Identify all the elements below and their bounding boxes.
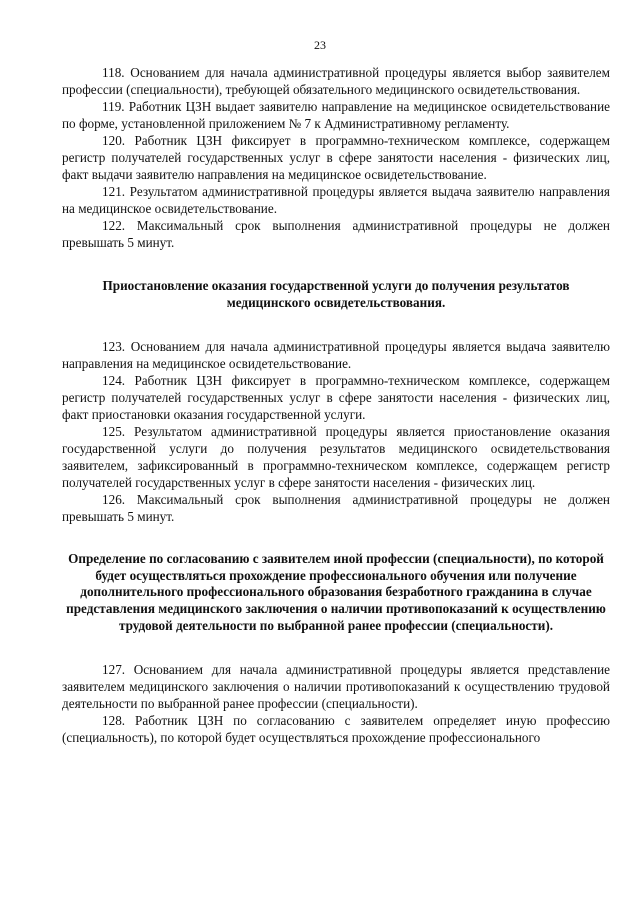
paragraph-123: 123. Основанием для начала административной процедуры является выдача заявителю направления на медицинское освидетельствование. [62,339,610,372]
paragraph-122: 122. Максимальный срок выполнения административной процедуры не должен превышать 5 минут. [62,218,610,250]
paragraph-126: 126. Максимальный срок выполнения административной процедуры не должен превышать 5 минут. [62,492,610,525]
paragraph-121: 121. Результатом административной процедуры является выдача заявителю направления на медицинское освидетельствование. [62,184,610,216]
paragraph-120: 120. Работник ЦЗН фиксирует в программно-техническом комплексе, содержащем регистр получателей государственных услуг в сфере занятости населения - физических лиц, факт выдачи заявителю направления на медицинское освидетельствование. [62,133,610,182]
page-number: 23 [314,38,326,52]
section-heading-suspension: Приостановление оказания государственной услуги до получения результатов медицинского освидетельствования. [102,278,570,310]
section-heading-other-profession: Определение по согласованию с заявителем иной профессии (специальности), по которой будет осуществляться прохождение профессионального обучения или получение дополнительного профессионального образования безработного гражданина в случае представления медицинского заключения о наличии противопоказаний к осуществлению трудовой деятельности по выбранной ранее профессии (специальности). [66,551,606,633]
paragraph-127: 127. Основанием для начала административной процедуры является представление заявителем медицинского заключения о наличии противопоказаний к осуществлению трудовой деятельности по выбранной ранее профессии (специальности). [62,662,610,712]
paragraph-124: 124. Работник ЦЗН фиксирует в программно-техническом комплексе, содержащем регистр получателей государственных услуг в сфере занятости населения - физических лиц, факт приостановки оказания государственной услуги. [62,373,610,423]
document-body [62,64,610,746]
paragraph-119: 119. Работник ЦЗН выдает заявителю направление на медицинское освидетельствование по форме, установленной приложением № 7 к Административному регламенту. [62,99,610,131]
paragraph-118: 118. Основанием для начала административной процедуры является выбор заявителем профессии (специальности), требующей обязательного медицинского освидетельствования. [62,65,610,97]
paragraph-128: 128. Работник ЦЗН по согласованию с заявителем определяет иную профессию (специальность), по которой будет осуществляться прохождение профессионального [62,713,610,746]
paragraph-125: 125. Результатом административной процедуры является приостановление оказания государственной услуги до получения результатов медицинского освидетельствования заявителем, зафиксированный в программно-техническом комплексе, содержащем регистр получателей государственных услуг в сфере занятости населения - физических лиц. [62,424,610,491]
